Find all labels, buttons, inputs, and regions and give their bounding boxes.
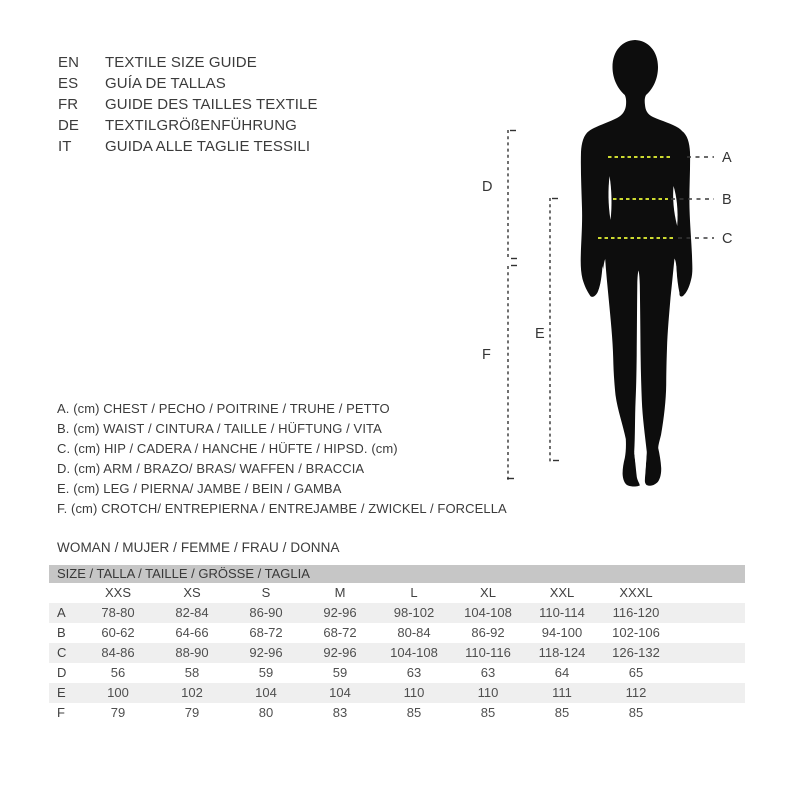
cell-value: 78-80 [101,605,135,620]
guide-title: GUÍA DE TALLAS [105,75,226,92]
cell-value: 104-108 [464,605,512,620]
language-code: EN [58,54,80,71]
chest-marker-label: A [722,150,732,166]
measurement-legend [57,399,507,519]
cell-value: 86-90 [249,605,283,620]
guide-title: TEXTILGRÖßENFÜHRUNG [105,117,297,134]
language-row [58,94,318,115]
cell-value: 112 [625,685,647,700]
waist-marker-label: B [722,192,732,208]
cell-value: 92-96 [323,645,357,660]
cell-value: 118-124 [538,645,586,660]
row-label: D [57,665,67,680]
size-col-xs: XS [183,585,201,600]
cell-value: 82-84 [175,605,209,620]
cell-value: 116-120 [612,605,660,620]
cell-filler [673,643,745,663]
row-label: B [57,625,66,640]
cell-value: 63 [406,665,422,680]
legend-line-chest: A. (cm) CHEST / PECHO / POITRINE / TRUHE / PETTO [57,401,390,416]
guide-title: GUIDE DES TAILLES TEXTILE [105,96,318,113]
table-row-crotch [49,703,745,723]
table-row-leg [49,683,745,703]
legend-line-waist: B. (cm) WAIST / CINTURA / TAILLE / HÜFTUNG / VITA [57,421,382,436]
cell-value: 59 [258,665,274,680]
size-table-columns-row [49,583,745,603]
cell-value: 88-90 [175,645,209,660]
cell-value: 84-86 [101,645,135,660]
cell-value: 92-96 [249,645,283,660]
cell-value: 85 [480,705,496,720]
cell-value: 102-106 [612,625,660,640]
legend-line-crotch: F. (cm) CROTCH/ ENTREPIERNA / ENTREJAMBE / ZWICKEL / FORCELLA [57,501,507,516]
size-col-xxs: XXS [104,585,131,600]
size-col-s: S [261,585,271,600]
hip-marker-label: C [722,231,733,247]
cell-value: 83 [332,705,348,720]
cell-value: 98-102 [393,605,435,620]
table-row-chest [49,603,745,623]
size-col-xxl: XXL [549,585,575,600]
cell-value: 79 [110,705,126,720]
cell-value: 110-116 [465,645,511,660]
cell-value: 65 [628,665,644,680]
cell-filler [673,703,745,723]
cell-value: 104-108 [390,645,438,660]
leg-marker-label: E [535,326,545,342]
table-row-arm [49,663,745,683]
cell-value: 59 [332,665,348,680]
cell-value: 60-62 [101,625,135,640]
language-row [58,52,318,73]
row-label: C [57,645,67,660]
cell-filler [673,683,745,703]
guide-title: GUIDA ALLE TAGLIE TESSILI [105,138,311,155]
legend-line-arm: D. (cm) ARM / BRAZO/ BRAS/ WAFFEN / BRACCIA [57,461,365,476]
cell-value: 79 [184,705,200,720]
cell-value: 111 [552,685,572,700]
cell-value: 64-66 [175,625,209,640]
table-row-waist [49,623,745,643]
row-label: A [57,605,66,620]
language-code: FR [58,96,79,113]
cell-value: 68-72 [249,625,283,640]
cell-value: 85 [554,705,570,720]
cell-value: 85 [628,705,644,720]
cell-filler [673,663,745,683]
cell-value: 104 [329,685,351,700]
cell-value: 104 [255,685,277,700]
cell-filler [673,623,745,643]
cell-value: 58 [184,665,200,680]
cell-value: 102 [181,685,203,700]
row-label: E [57,685,66,700]
crotch-marker-label: F [482,347,491,363]
cell-value: 110-114 [539,605,585,620]
size-col-xl: XL [480,585,496,600]
table-row-hip [49,643,745,663]
language-code: ES [58,75,79,92]
size-col-xxxl: XXXL [619,585,653,600]
group-title-woman: WOMAN / MUJER / FEMME / FRAU / DONNA [57,540,340,555]
cell-filler [673,603,745,623]
language-row [58,73,318,94]
cell-value: 80 [258,705,274,720]
row-label: F [57,705,65,720]
cell-value: 80-84 [397,625,431,640]
legend-line-leg: E. (cm) LEG / PIERNA/ JAMBE / BEIN / GAMBA [57,481,342,496]
cell-value: 56 [110,665,126,680]
language-row [58,136,318,157]
woman-silhouette [581,40,693,487]
cell-value: 85 [406,705,422,720]
cell-value: 126-132 [612,645,660,660]
guide-title: TEXTILE SIZE GUIDE [105,54,257,71]
legend-line-hip: C. (cm) HIP / CADERA / HANCHE / HÜFTE / HIPSD. (cm) [57,441,398,456]
cell-value: 110 [403,685,425,700]
size-col-l: L [410,585,418,600]
cell-value: 68-72 [323,625,357,640]
cell-value: 64 [554,665,570,680]
cell-value: 63 [480,665,496,680]
size-col-filler [673,583,745,603]
cell-value: 110 [477,685,499,700]
size-table [49,565,745,723]
language-code: IT [58,138,72,155]
cell-value: 92-96 [323,605,357,620]
language-title-block [58,52,318,157]
cell-value: 94-100 [541,625,583,640]
size-col-m: M [334,585,346,600]
measurement-figure [470,30,760,500]
arm-marker-label: D [482,179,493,195]
language-row [58,115,318,136]
cell-value: 100 [107,685,129,700]
size-table-header-bar: SIZE / TALLA / TAILLE / GRÖSSE / TAGLIA [49,565,745,583]
cell-value: 86-92 [471,625,505,640]
size-col-spacer [49,583,81,603]
language-code: DE [58,117,80,134]
